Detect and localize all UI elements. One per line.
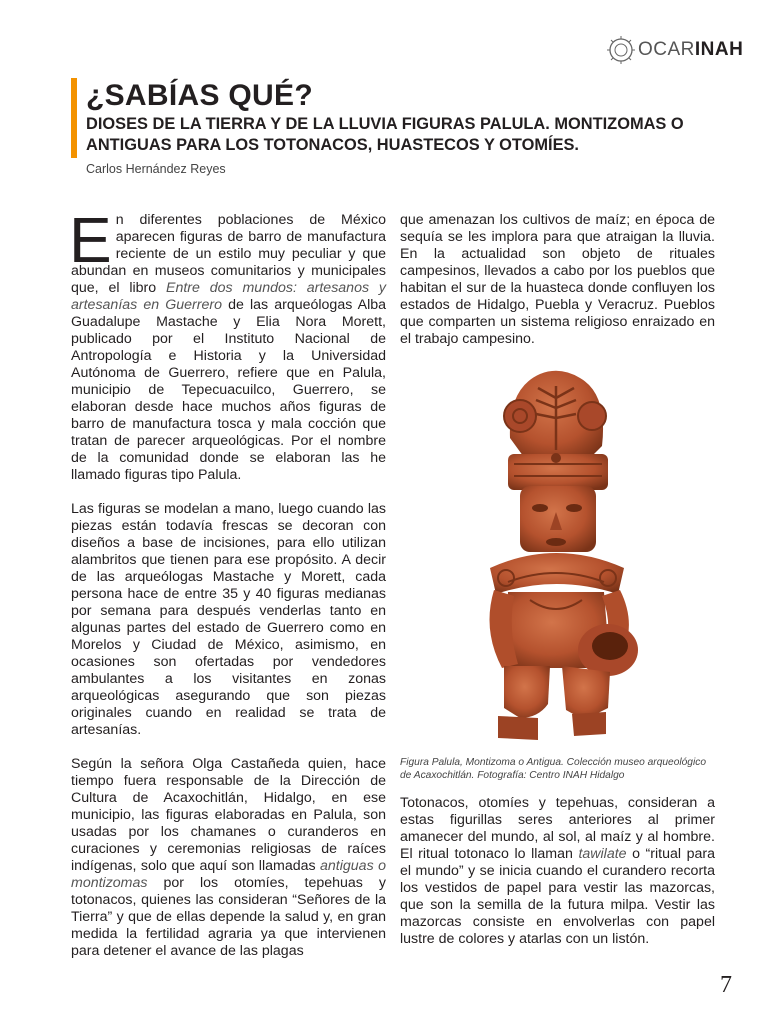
- section-kicker: ¿SABÍAS QUÉ?: [86, 79, 313, 112]
- text-column-left: [69, 204, 387, 977]
- paragraph-2: Las figuras se modelan a mano, luego cuando las piezas están todavía frescas se decoran con diseños a base de incisiones, para ello utilizan alambritos que tienen para ese propósito. A decir de las arqueólogas Mastache y Morett, cada persona hace de entre 35 y 40 figuras medianas por semana para después venderlas tanto en algunas partes del estado de Guerrero como en Morelos y Ciudad de México, asimismo, en ocasiones son ofertadas por vendedores ambulantes a los visitantes en zonas arqueológicas asegurando que son piezas originales cuando en realidad se trata de artesanías.: [71, 501, 386, 738]
- paragraph-5: [400, 795, 715, 948]
- term-tawilate: tawilate: [578, 846, 627, 862]
- paragraph-3-text-a: Según la señora Olga Castañeda quien, hace tiempo fuera responsable de la Dirección de Cultura de Acaxochitlán, Hidalgo, en ese municipio, las figuras elaboradas en Palula, son usadas por los chamanes o curanderos en curaciones y ceremonias religiosas de raíces indígenas, solo que aquí son llamadas: [71, 756, 386, 874]
- paragraph-1-text-b: de las arqueólogas Alba Guadalupe Mastache y Elia Nora Morett, publicado por el Instituto Nacional de Antropología e Historia y la Universidad Autónoma de Guerrero, refiere que en Palula, municipio de Tepecuacuilco, Guerrero, se elaboran desde hace muchos años figuras de barro de manufactura tosca y mala cocción que tratan de parecer arqueológicas. Por el nombre de la comunidad donde se elaboran las he llamado figuras tipo Palula.: [71, 297, 387, 483]
- ocarinah-logo: [606, 33, 743, 67]
- paragraph-1-text-a: n diferentes poblaciones de México aparecen figuras de barro de manufactura reciente de un estilo muy peculiar y que abundan en museos comunitarios y municipales que, el libro: [71, 212, 386, 296]
- figure-caption: Figura Palula, Montizoma o Antigua. Colección museo arqueológico de Acaxochitlán. Fotografía: Centro INAH Hidalgo: [400, 757, 706, 781]
- logo-text-inah: INAH: [694, 39, 744, 60]
- paragraph-1: [69, 204, 387, 484]
- logo-text-ocar: OCAR: [638, 39, 695, 60]
- book-title: Entre dos mundos: artesanos y artesanías en Guerrero: [71, 280, 386, 313]
- paragraph-5-text-a: Totonacos, otomíes y tepehuas, consideran a estas figurillas seres anteriores al primer amanecer del mundo, al sol, al maíz y al hombre. El ritual totonaco lo llaman: [400, 795, 715, 862]
- drop-cap: E: [69, 204, 112, 276]
- paragraph-5-text-b: o “ritual para el mundo” y se inicia cuando el curandero recorta los vestidos de papel para vestir las mazorcas, que son la semilla de la futura milpa. Vestir las mazorcas consiste en envolverlas con papel lustre de colores y atarlas con un listón.: [400, 846, 715, 947]
- page-number: 7: [720, 972, 732, 998]
- author-byline: Carlos Hernández Reyes: [86, 162, 226, 176]
- term-antiguas: antiguas o montizomas: [71, 858, 386, 891]
- ocarina-logo-icon: [606, 35, 636, 65]
- text-column-right-top: [400, 212, 715, 365]
- clay-figurine-image: [468, 368, 646, 750]
- accent-bar: [71, 78, 77, 158]
- paragraph-3-text-b: por los otomíes, tepehuas y totonacos, quienes las consideran “Señores de la Tierra” y que de ellas depende la salud y, en gran medida la fertilidad agraria ya que intervienen para detener el avance de las plagas: [71, 875, 386, 959]
- paragraph-4: que amenazan los cultivos de maíz; en época de sequía se les implora para que atraigan la lluvia. En la actualidad son objeto de rituales campesinos, llevados a cabo por los pueblos que habitan el sur de la huasteca donde confluyen los estados de Hidalgo, Puebla y Veracruz. Pueblos que comparten un sistema religioso enraizado en el trabajo campesino.: [400, 212, 715, 347]
- article-headline: DIOSES DE LA TIERRA Y DE LA LLUVIA FIGURAS PALULA. MONTIZOMAS O ANTIGUAS PARA LOS TOTONACOS, HUASTECOS Y OTOMÍES.: [86, 115, 684, 154]
- paragraph-3: [71, 756, 386, 960]
- text-column-right-bottom: [400, 795, 715, 965]
